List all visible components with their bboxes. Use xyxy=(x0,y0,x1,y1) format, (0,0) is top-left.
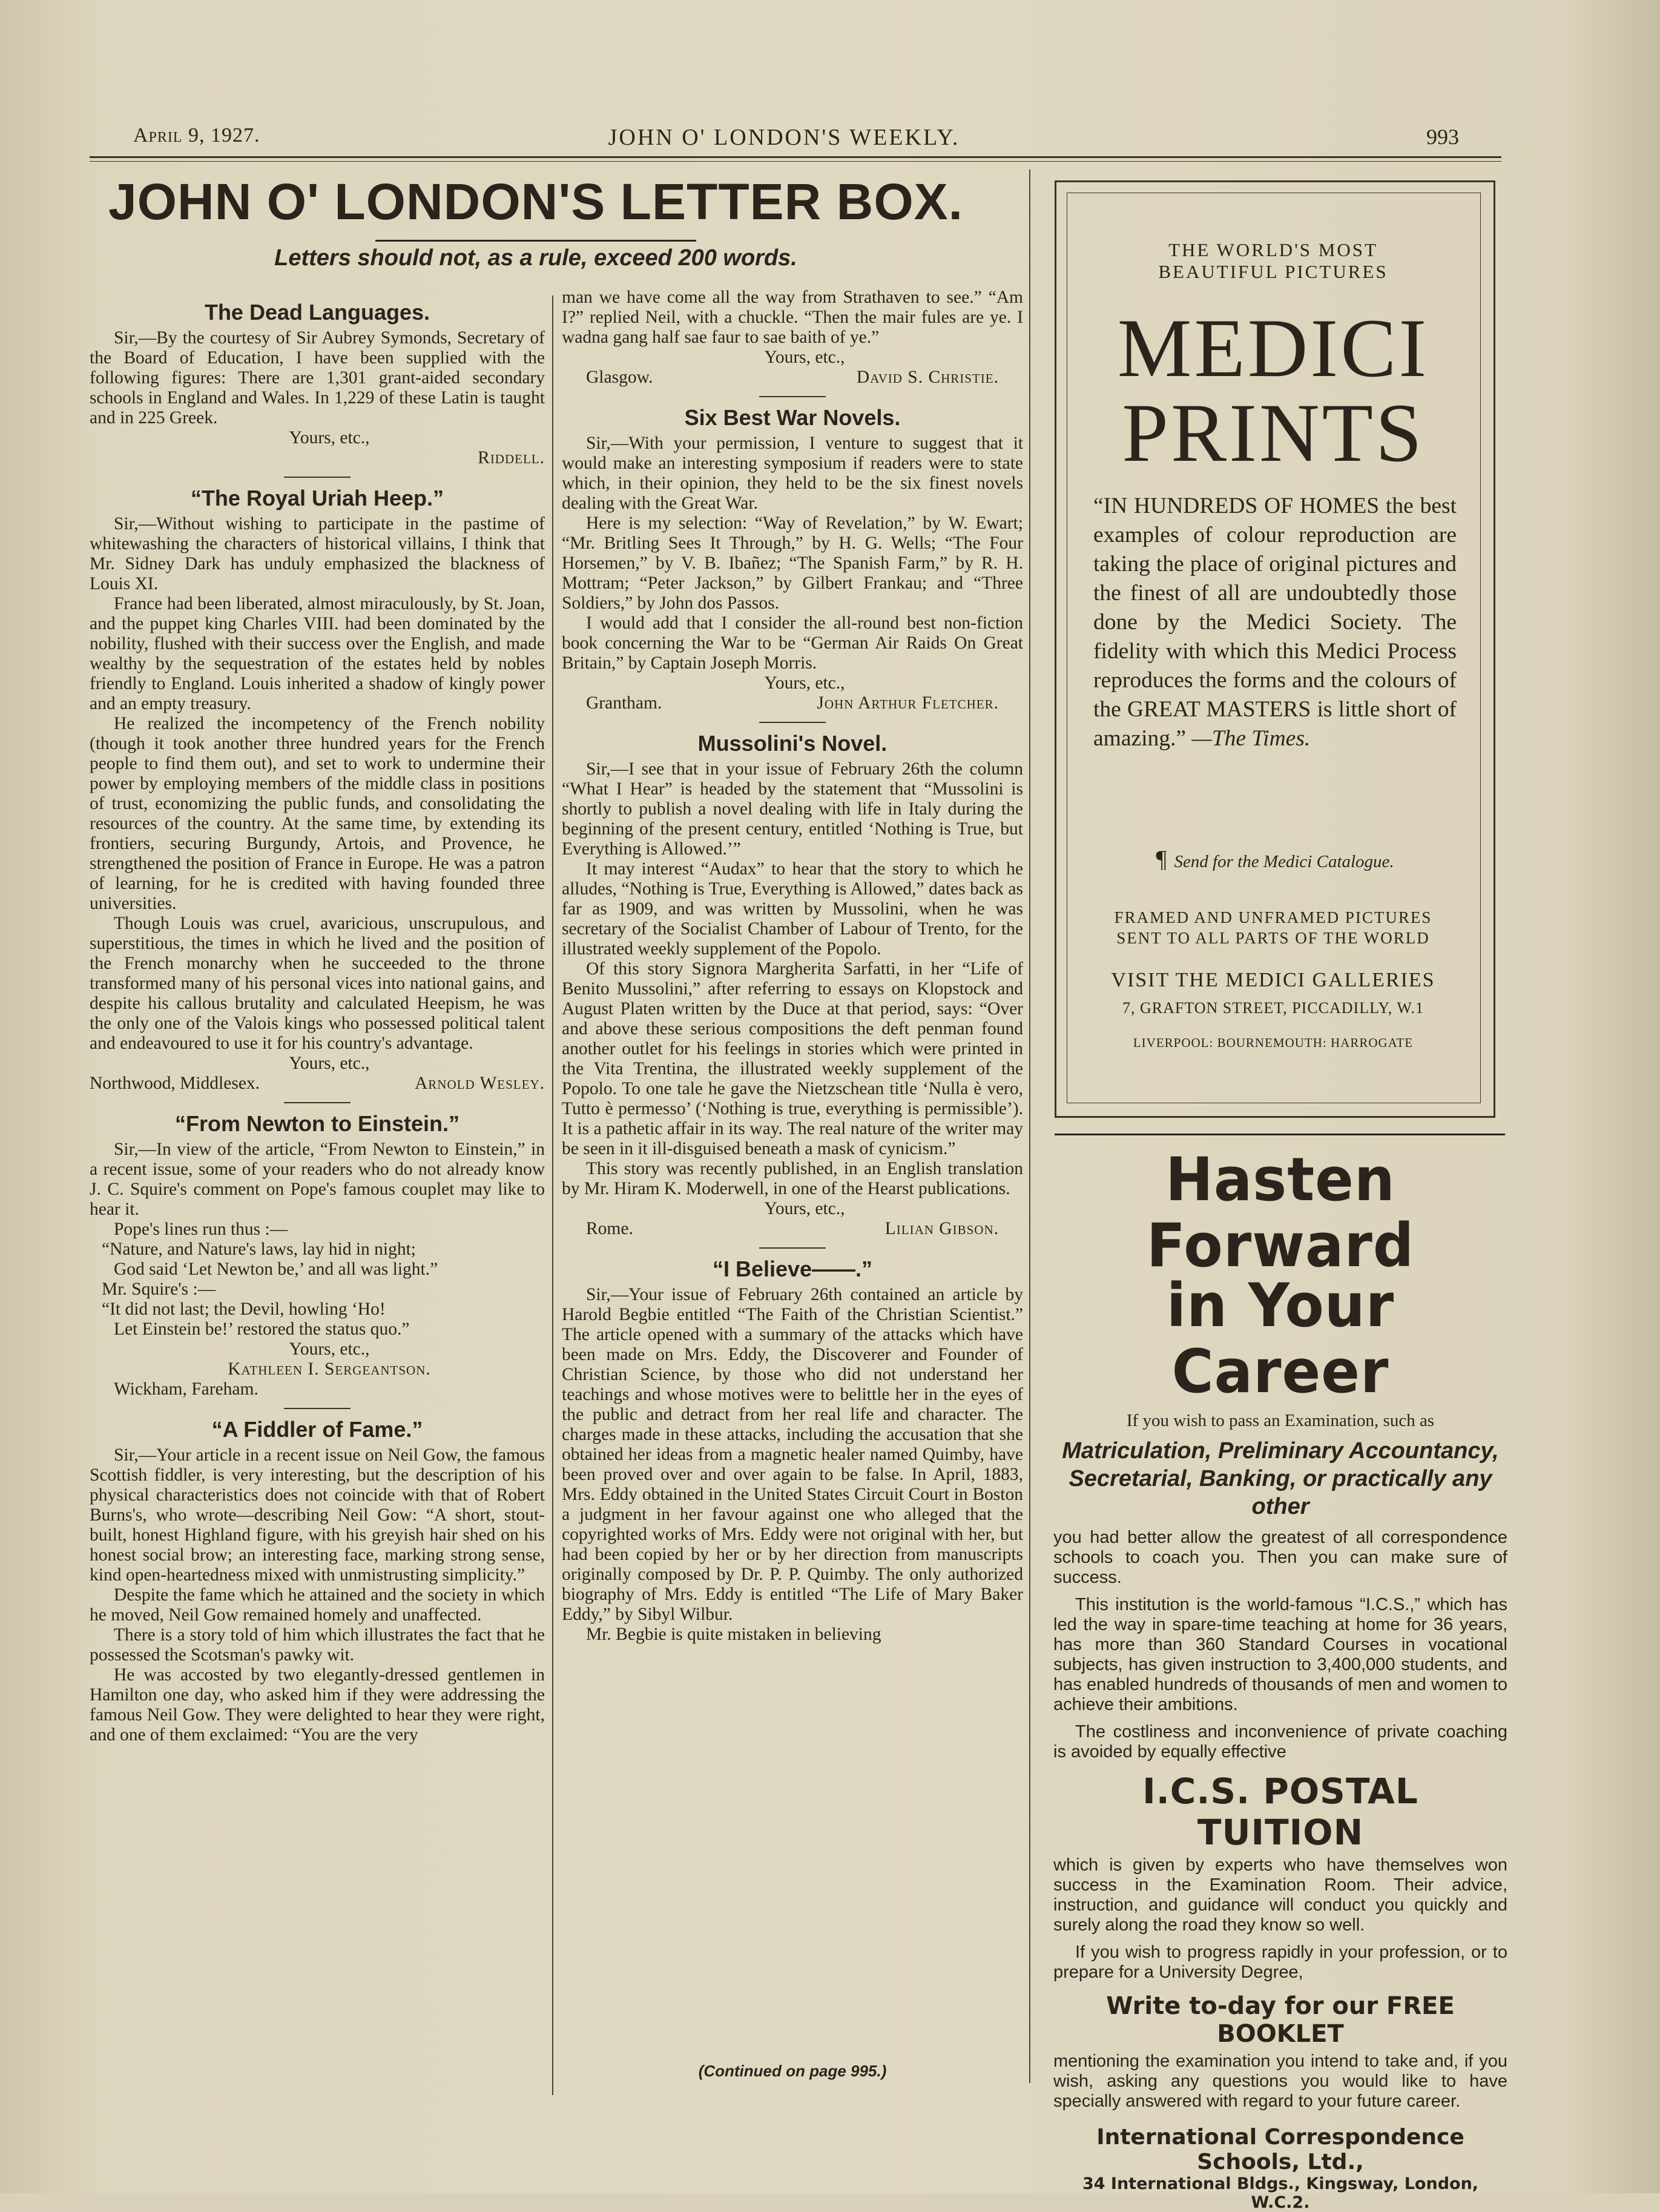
letter-closing: Yours, etc., xyxy=(764,673,845,693)
letter-body: Sir,—By the courtesy of Sir Aubrey Symonds, Secretary of the Board of Education, I have been supplied with the following figures: There are 1,301 grant-aided secondary schools in England and Wales. In 1,229 of these Latin is taught and in 225 Greek. xyxy=(90,328,545,428)
ics-paragraph: which is given by experts who have themselves won success in the Examination Room. Their advice, instruction, and guidance will conduct you quickly and surely along the road they know so well. xyxy=(1053,1855,1507,1935)
verse-line: “It did not last; the Devil, howling ‘Ho! xyxy=(102,1299,386,1319)
letter-place: Rome. xyxy=(586,1219,633,1238)
medici-framed-line: SENT TO ALL PARTS OF THE WORLD xyxy=(1116,929,1430,947)
letters-column-1 xyxy=(90,295,545,1745)
letter-paragraph: He realized the incompetency of the French nobility (though it took another three hundred years for the French people to find them out), and set to work to undermine their power by employing members of the middle class in positions of trust, economizing the public funds, and consolidating the resources of the country. At the same time, by extending its frontiers, securing Burgundy, Artois, and Provence, he strengthened the position of France in Europe. He was a patron of learning, for he is credited with having founded three universities. xyxy=(90,714,545,913)
pilcrow-icon: ¶ xyxy=(1156,845,1167,873)
letter-closing: Yours, etc., xyxy=(289,1054,370,1073)
medici-quote xyxy=(1093,492,1457,753)
letter-paragraph: Mr. Begbie is quite mistaken in believing xyxy=(586,1625,881,1644)
ics-intro: If you wish to pass an Examination, such as xyxy=(1126,1411,1435,1430)
letter-paragraph: He was accosted by two elegantly-dressed gentlemen in Hamilton one day, who asked him if they were addressing the famous Neil Gow. They were delighted to hear they were right, and one of them exclaimed: “You are the very xyxy=(90,1665,545,1745)
medici-visit: VISIT THE MEDICI GALLERIES xyxy=(1111,969,1435,991)
letter-title-war-novels: Six Best War Novels. xyxy=(684,405,901,430)
letter-separator xyxy=(759,396,826,397)
ics-headline-2: in Your Career xyxy=(1166,1271,1395,1407)
letter-signoff xyxy=(562,368,1023,388)
ics-paragraph: If you wish to progress rapidly in your profession, or to prepare for a University Degree, xyxy=(1053,1943,1507,1982)
section-title-rule xyxy=(375,240,696,242)
header-rule-thin xyxy=(90,161,1501,162)
letter-title-newton-einstein: “From Newton to Einstein.” xyxy=(174,1111,459,1136)
medici-framed xyxy=(1078,907,1469,948)
letter-title-fiddler: “A Fiddler of Fame.” xyxy=(211,1417,423,1442)
column-divider-ads xyxy=(1029,170,1030,2083)
letter-separator xyxy=(759,1247,826,1249)
letter-separator xyxy=(284,477,351,478)
letter-place: Grantham. xyxy=(586,693,662,713)
letter-title-uriah-heep: “The Royal Uriah Heep.” xyxy=(190,486,444,510)
letter-signoff xyxy=(562,1219,1023,1239)
ics-paragraph: you had better allow the greatest of all correspondence schools to coach you. Then you can make sure of success. xyxy=(1053,1528,1507,1587)
letter-place: Northwood, Middlesex. xyxy=(90,1074,260,1093)
letter-title-dead-languages: The Dead Languages. xyxy=(204,300,430,325)
medici-catalogue-line xyxy=(1093,845,1457,873)
letter-paragraph: France had been liberated, almost miraculously, by St. Joan, and the puppet king Charles VIII. had been dominated by the nobility, flushed with their success over the English, and made wealthy by the sequestration of the estates held by nobles friendly to England. Louis inherited a shadow of kingly power and an empty treasury. xyxy=(90,594,545,713)
letter-signature: John Arthur Fletcher. xyxy=(817,693,999,713)
ad-separator-rule xyxy=(1055,1134,1505,1135)
medici-kicker xyxy=(1067,239,1480,283)
letter-separator xyxy=(759,722,826,723)
letter-closing: Yours, etc., xyxy=(764,1199,845,1218)
column-divider xyxy=(552,295,553,2095)
ics-postal-tuition: I.C.S. POSTAL TUITION xyxy=(1142,1771,1418,1853)
letter-paragraph: Despite the fame which he attained and the society in which he moved, Neil Gow remained homely and unaffected. xyxy=(90,1585,545,1625)
letter-paragraph: There is a story told of him which illustrates the fact that he possessed the Scotsman's pawky wit. xyxy=(90,1625,545,1665)
ics-firm-name: International Correspondence Schools, Ltd., xyxy=(1096,2125,1464,2174)
ics-free-booklet: Write to-day for our FREE BOOKLET xyxy=(1106,1992,1455,2048)
medici-word-2: PRINTS xyxy=(1122,386,1425,479)
letter-closing: Yours, etc., xyxy=(289,428,370,447)
letter-place: Glasgow. xyxy=(586,368,653,387)
letter-paragraph: Though Louis was cruel, avaricious, unscrupulous, and superstitious, the times in which he lived and the position of the French monarchy when he succeeded to the throne transformed many of his personal vices into national gains, and despite his callous brutality and calculated Heepism, he was the only one of the Valois kings who possessed political talent and endeavoured to use it for his country's advantage. xyxy=(90,914,545,1053)
letter-signature: Kathleen I. Sergeantson. xyxy=(228,1359,431,1379)
medici-send-text: Send for the Medici Catalogue. xyxy=(1174,852,1394,871)
verse-line: God said ‘Let Newton be,’ and all was light.” xyxy=(114,1260,438,1279)
medici-kicker-line: THE WORLD'S MOST xyxy=(1168,239,1378,260)
letter-paragraph: Sir,—Your issue of February 26th contained an article by Harold Begbie entitled “The Faith of the Christian Scientist.” The article opened with a summary of the attacks which have been made on Mrs. Eddy, the Discoverer and Founder of Christian Science, by those who did not understand her teachings and whose motives were to belittle her in the eyes of the public and detract from her real life and character. The charges made in these attacks, including the accusation that she obtained her ideas from a magnetic healer named Quimby, have been proved over and over again to be false. In April, 1883, Mrs. Eddy obtained in the United States Circuit Court in Boston a judgment in her favour against one who alleged that the copyrighted works of Mrs. Eddy were not original with her, but had been copied by her or by her direction from manuscripts originally composed by Dr. P. P. Quimby. The only authorized biography of Mrs. Eddy is entitled “The Life of Mary Baker Eddy,” by Sibyl Wilbur. xyxy=(562,1285,1023,1624)
letter-paragraph: I would add that I consider the all-round best non-fiction book concerning the War to be “German Air Raids On Great Britain,” by Captain Joseph Morris. xyxy=(562,613,1023,673)
letter-signoff xyxy=(562,693,1023,713)
medici-quote-text: “IN HUNDREDS OF HOMES the best examples of colour reproduction are taking the place of original pictures and the finest of all are undoubtedly those done by the Medici Society. The fidelity with which this Medici Process reproduces the forms and the colours of the GREAT MASTERS is little short of amazing.” xyxy=(1093,494,1457,751)
medici-address: 7, GRAFTON STREET, PICCADILLY, W.1 xyxy=(1122,999,1424,1017)
letter-title-mussolini: Mussolini's Novel. xyxy=(697,731,888,756)
letter-signature: Arnold Wesley. xyxy=(414,1074,545,1093)
letter-paragraph: Sir,—I see that in your issue of February 26th the column “What I Hear” is headed by the statement that “Mussolini is shortly to publish a novel dealing with life in Italy during the beginning of the present century, entitled ‘Nothing is True, but Everything is Allowed.’” xyxy=(562,759,1023,859)
medici-kicker-line: BEAUTIFUL PICTURES xyxy=(1158,261,1388,282)
letter-signature: David S. Christie. xyxy=(856,368,999,387)
letter-signoff xyxy=(90,1074,545,1094)
issue-date: April 9, 1927. xyxy=(133,124,260,147)
medici-framed-line: FRAMED AND UNFRAMED PICTURES xyxy=(1114,908,1432,926)
verse-line: “Nature, and Nature's laws, lay hid in night; xyxy=(102,1240,416,1259)
section-title: JOHN O' LONDON'S LETTER BOX. xyxy=(108,173,964,230)
letter-paragraph: Pope's lines run thus :— xyxy=(114,1220,288,1239)
ics-paragraph: mentioning the examination you intend to take and, if you wish, asking any questions you would like to have specially answered with regard to your future career. xyxy=(1053,2052,1507,2111)
letter-paragraph: Sir,—Your article in a recent issue on Neil Gow, the famous Scottish fiddler, is very interesting, but the description of his physical characteristics does not coincide with that of Robert Burns's, who wrote—describing Neil Gow: “A short, stout-built, honest Highland figure, with his greyish hair shed on his honest social brow; an interesting face, marking strong sense, kind open-heartedness mixed with unmistrusting simplicity.” xyxy=(90,1445,545,1585)
letter-separator xyxy=(284,1408,351,1409)
letter-paragraph: Sir,—With your permission, I venture to suggest that it would make an interesting symposium if readers were to state which, in their opinion, they held to be the six finest novels dealing with the Great War. xyxy=(562,434,1023,513)
letter-paragraph: Here is my selection: “Way of Revelation,” by W. Ewart; “Mr. Britling Sees It Through,” by H. G. Wells; “The Four Horsemen,” by V. B. Ibañez; “The Spanish Farm,” by R. H. Mottram; “Peter Jackson,” by Gilbert Frankau; and “Three Soldiers,” by John dos Passos. xyxy=(562,513,1023,613)
verse-line: Let Einstein be!’ restored the status quo.” xyxy=(114,1319,410,1339)
ics-ad xyxy=(1053,1145,1507,2212)
ics-exams: Matriculation, Preliminary Accountancy, Secretarial, Banking, or practically any other xyxy=(1062,1438,1499,1519)
medici-word-1: MEDICI xyxy=(1117,302,1429,394)
magazine-title: JOHN O' LONDON'S WEEKLY. xyxy=(608,125,960,150)
letter-closing: Yours, etc., xyxy=(289,1339,370,1359)
ics-headline-1: Hasten Forward xyxy=(1146,1145,1415,1281)
letter-paragraph: Mr. Squire's :— xyxy=(102,1279,216,1299)
letter-paragraph: This story was recently published, in an English translation by Mr. Hiram K. Moderwell, in one of the Hearst publications. xyxy=(562,1159,1023,1198)
letters-column-2 xyxy=(562,288,1023,1645)
letter-closing: Yours, etc., xyxy=(764,348,845,367)
letter-signature: Lilian Gibson. xyxy=(884,1219,999,1238)
letter-paragraph: It may interest “Audax” to hear that the story to which he alludes, “Nothing is True, Everything is Allowed,” dates back as far as 1909, and was written by Mussolini, when he was secretary of the Socialist Chamber of Labour of Trento, for the illustrated weekly supplement of the Popolo. xyxy=(562,859,1023,959)
page-number: 993 xyxy=(1426,125,1459,149)
letter-paragraph: Sir,—Without wishing to participate in the pastime of whitewashing the characters of historical villains, I think that Mr. Sidney Dark has unduly emphasized the blackness of Louis XI. xyxy=(90,514,545,593)
continued-notice: (Continued on page 995.) xyxy=(698,2062,887,2080)
ics-paragraph: The costliness and inconvenience of private coaching is avoided by equally effective xyxy=(1053,1722,1507,1761)
letter-separator xyxy=(284,1102,351,1103)
letter-paragraph: Of this story Signora Margherita Sarfatti, in her “Life of Benito Mussolini,” after referring to essays on Klopstock and August Platen written by the Duce at that period, says: “Over and above these serious compositions the deft penman found another outlet for his feelings in stories which were printed in the Vita Trentina, the illustrated weekly supplement of the Popolo. To one tale he gave the Nietzschean title ‘Nulla è vero, Tutto è permesso’ (‘Nothing is true, everything is permissible’). It is a pathetic affair in its way. The real nature of the writer may be seen in it ill-disguised beneath a mask of cynicism.” xyxy=(562,959,1023,1158)
running-header xyxy=(91,124,1477,160)
letter-signature: Riddell. xyxy=(478,448,545,467)
medici-branches: LIVERPOOL: BOURNEMOUTH: HARROGATE xyxy=(1133,1035,1414,1050)
ics-firm-address: 34 International Bldgs., Kingsway, London, W.C.2. xyxy=(1082,2174,1479,2212)
letter-title-i-believe: “I Believe——.” xyxy=(712,1256,873,1281)
letter-place: Wickham, Fareham. xyxy=(114,1379,259,1399)
ics-paragraph: This institution is the world-famous “I.C.S.,” which has led the way in spare-time teaching at home for 36 years, has more than 360 Standard Courses in vocational subjects, has given instruction to 3,400,000 students, and has enabled hundreds of thousands of men and women to achieve their ambitions. xyxy=(1053,1595,1507,1714)
medici-quote-source: —The Times. xyxy=(1191,726,1311,751)
header-rule xyxy=(90,156,1501,158)
section-subtitle: Letters should not, as a rule, exceed 200 words. xyxy=(274,245,797,271)
letter-continuation: man we have come all the way from Strathaven to see.” “Am I?” replied Neil, with a chuckle. “Then the mair fules are ye. I wadna gang half sae faur to sae baith of ye.” xyxy=(562,288,1023,347)
letter-paragraph: Sir,—In view of the article, “From Newton to Einstein,” in a recent issue, some of your readers who do not already know J. C. Squire's comment on Pope's famous couplet may like to hear it. xyxy=(90,1140,545,1219)
